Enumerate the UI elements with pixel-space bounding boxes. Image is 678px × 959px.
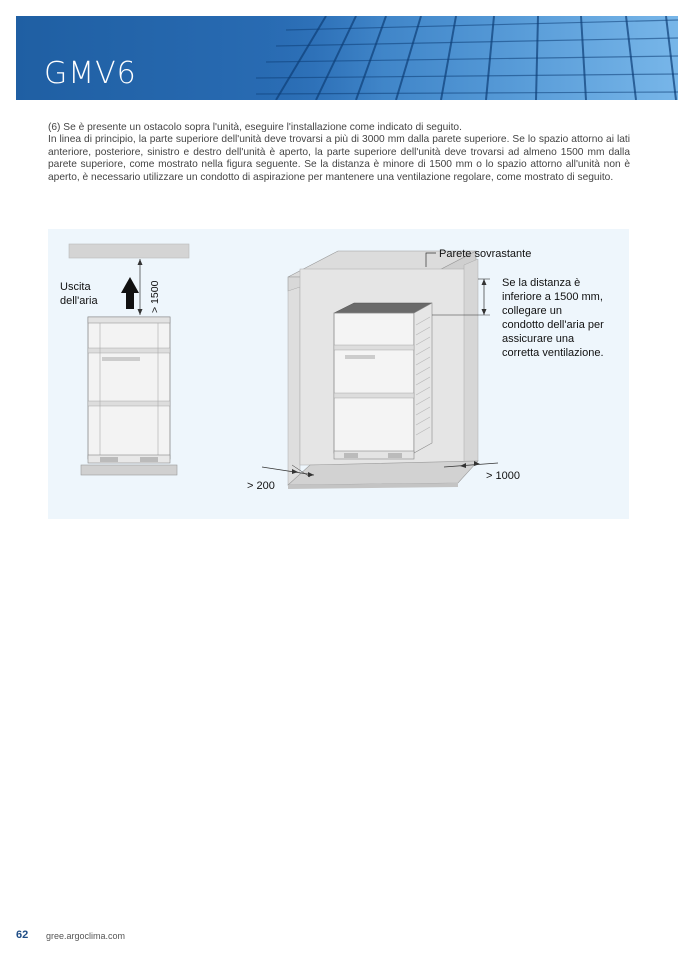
outdoor-unit-perspective-view xyxy=(334,303,432,459)
ventilation-note-line-6: corretta ventilazione. xyxy=(502,347,604,359)
clearance-right-label: > 1000 xyxy=(486,470,520,482)
clearance-top-label: > 1500 xyxy=(149,280,161,313)
outdoor-unit-side-view xyxy=(88,317,170,463)
ventilation-note-line-2: inferiore a 1500 mm, xyxy=(502,291,603,303)
ventilation-note-line-5: assicurare una xyxy=(502,333,575,345)
air-outlet-label-line1: Uscita xyxy=(60,281,91,293)
page-title: GMV6 xyxy=(44,56,137,91)
website-link[interactable]: gree.argoclima.com xyxy=(46,931,126,941)
ventilation-note-line-3: collegare un xyxy=(502,305,562,317)
overhead-wall-label: Parete sovrastante xyxy=(439,248,532,260)
clearance-left-label: > 200 xyxy=(247,480,275,492)
installation-diagram xyxy=(48,229,629,519)
installation-figure xyxy=(48,229,629,519)
building-facade-image xyxy=(256,16,678,100)
overhead-obstacle xyxy=(69,244,189,258)
air-outlet-arrow xyxy=(121,277,139,309)
air-outlet-label-line2: dell'aria xyxy=(60,295,98,307)
page-number: 62 xyxy=(16,929,29,941)
ventilation-note-line-1: Se la distanza è xyxy=(502,277,581,289)
intro-paragraph-2: In linea di principio, la parte superiore dell'unità deve trovarsi a più di 3000 mm dalla parete superiore. Se lo spazio attorno ai lati anteriore, posteriore, sinistro e destro dell'unità è aperto, la parte superiore dell'unità deve trovarsi ad almeno 1500 mm dalla parete superiore, come mostrato nella figura seguente. Se la distanza è minore di 1500 mm o lo spazio attorno all'unità non è aperto, è necessario utilizzare un condotto di aspirazione per mantenere una ventilazione regolare, come mostrato di seguito. xyxy=(48,134,630,183)
mounting-base-left xyxy=(81,465,177,475)
intro-text xyxy=(48,122,630,184)
ventilation-note-line-4: condotto dell'aria per xyxy=(502,319,604,331)
header-banner xyxy=(16,16,678,100)
intro-paragraph-1: (6) Se è presente un ostacolo sopra l'unità, eseguire l'installazione come indicato di seguito. xyxy=(48,122,462,133)
